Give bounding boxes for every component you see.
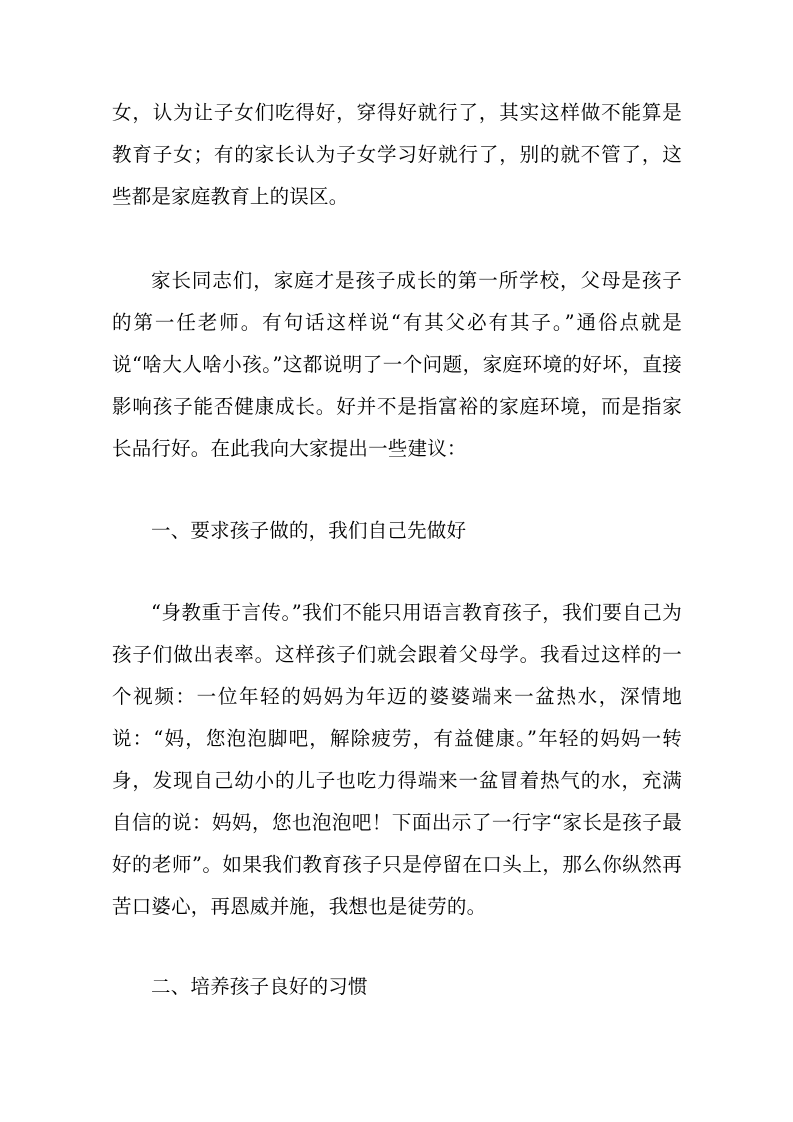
section-heading-two: 二、培养孩子良好的习惯: [151, 975, 368, 998]
paragraph-spacer: [112, 928, 682, 966]
section-heading-one: 一、要求孩子做的，我们自己先做好: [151, 519, 467, 542]
paragraph-2: 家长同志们，家庭才是孩子成长的第一所学校，父母是孩子的第一任老师。有句话这样说“有其父必有其子。”通俗点就是说“啥大人啥小孩。”这都说明了一个问题，家庭环境的好坏，直接影响孩子能否健康成长。好并不是指富裕的家庭环境，而是指家长品行好。在此我向大家提出一些建议：: [112, 269, 682, 460]
document-body: [112, 92, 682, 1008]
paragraph-spacer: [112, 470, 682, 510]
paragraph-4: “身教重于言传。”我们不能只用语言教育孩子，我们要自己为孩子们做出表率。这样孩子们就会跟着父母学。我看过这样的一个视频：一位年轻的妈妈为年迈的婆婆端来一盆热水，深情地说：“妈，您泡泡脚吧，解除疲劳，有益健康。”年轻的妈妈一转身，发现自己幼小的儿子也吃力得端来一盆冒着热气的水，充满自信的说：妈妈，您也泡泡吧！下面出示了一行字“家长是孩子最好的老师”。如果我们教育孩子只是停留在口头上，那么你纵然再苦口婆心，再恩威并施，我想也是徒劳的。: [112, 601, 682, 918]
paragraph-1: 女，认为让子女们吃得好，穿得好就行了，其实这样做不能算是教育子女；有的家长认为子女学习好就行了，别的就不管了，这些都是家庭教育上的误区。: [112, 101, 682, 208]
paragraph-spacer: [112, 218, 682, 260]
paragraph-spacer: [112, 552, 682, 592]
